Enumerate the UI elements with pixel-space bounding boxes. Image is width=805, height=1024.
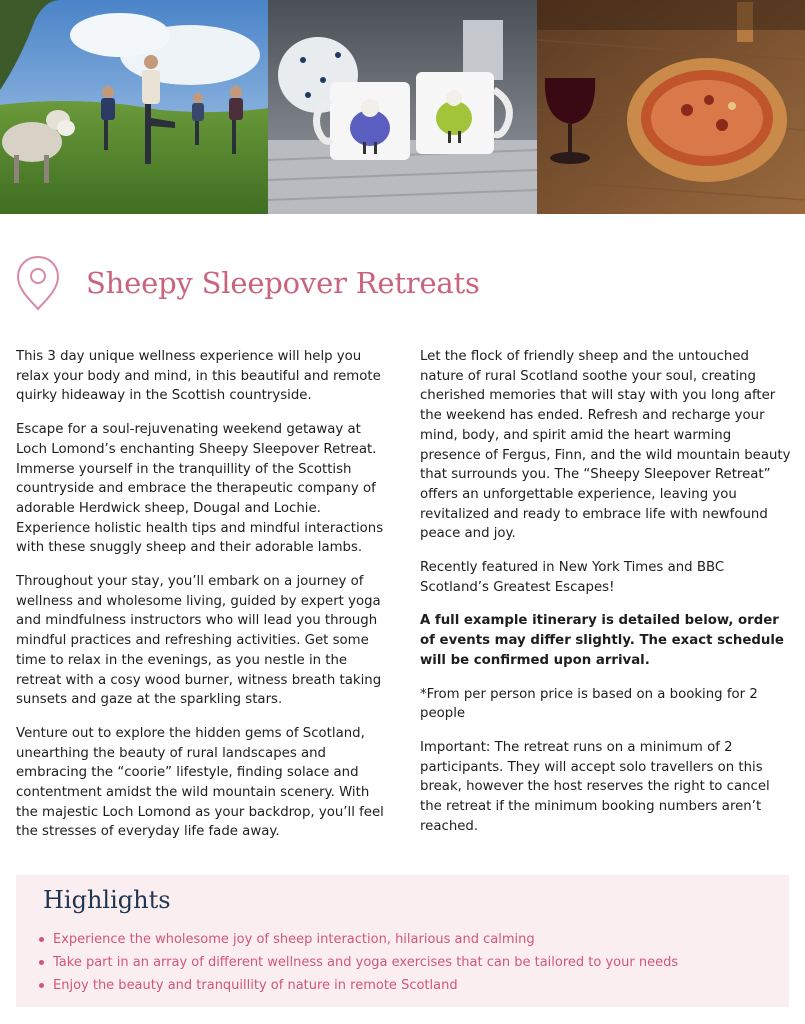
left-column [16,347,388,856]
right-column [420,347,792,850]
flock-paragraph: Let the flock of friendly sheep and the untouched nature of rural Scotland soothe your soul, creating cherished memories that will stay with you long after the weekend has ended. Refresh and recharge your mind, body, and spirit amid the heart warming presence of Fergus, Finn, and the wild mountain beauty that surrounds you. The “Sheepy Sleepover Retreat” offers an unforgettable experience, leaving you revitalized and ready to embrace life with newfound peace and joy. [420,349,791,542]
list-item: Enjoy the beauty and tranquillity of nature in remote Scotland [38,974,678,997]
highlights-box [16,875,789,1007]
escape-paragraph: Escape for a soul-rejuvenating weekend getaway at Loch Lomond’s enchanting Sheepy Sleepover Retreat. Immerse yourself in the tranquillity of the Scottish countryside and embrace the therapeutic company of adorable Herdwick sheep, Dougal and Lochie. Experience holistic health tips and mindful interactions with these snuggly sheep and their adorable lambs. [16,422,384,556]
price-note: *From per person price is based on a booking for 2 people [420,686,758,722]
page-title: Sheepy Sleepover Retreats [86,266,480,300]
explore-paragraph: Venture out to explore the hidden gems of Scotland, unearthing the beauty of rural landscapes and embracing the “coorie” lifestyle, finding solace and contentment amidst the wild mountain scenery. With the majestic Loch Lomond as your backdrop, you’ll feel the stresses of everyday life fade away. [16,725,384,840]
highlights-title: Highlights [43,886,171,914]
wellness-paragraph: Throughout your stay, you’ll embark on a journey of wellness and wholesome living, guided by expert yoga and mindfulness instructors who will lead you through mindful practices and refreshing activities. Get some time to relax in the evenings, as you nestle in the retreat with a cosy wood burner, witness breath taking sunsets and gaze at the sparkling stars. [16,574,382,708]
sheep-mugs-photo [268,0,537,214]
bullet-icon [39,960,44,965]
highlights-list [38,928,678,997]
important-note: Important: The retreat runs on a minimum of 2 participants. They will accept solo travellers on this break, however the host reserves the right to cancel the retreat if the minimum booking numbers aren’t reached. [420,739,770,834]
location-pin-icon [14,254,62,312]
pizza-wine-photo [537,0,805,214]
bullet-icon [39,937,44,942]
itinerary-note: A full example itinerary is detailed below, order of events may differ slightly. The exact schedule will be confirmed upon arrival. [420,613,784,668]
header-photo-strip [0,0,805,214]
intro-paragraph: This 3 day unique wellness experience will help you relax your body and mind, in this beautiful and remote quirky hideaway in the Scottish countryside. [16,349,381,404]
bullet-icon [39,983,44,988]
list-item: Experience the wholesome joy of sheep interaction, hilarious and calming [38,928,678,951]
featured-paragraph: Recently featured in New York Times and BBC Scotland’s Greatest Escapes! [420,560,725,595]
yoga-photo [0,0,268,214]
list-item: Take part in an array of different wellness and yoga exercises that can be tailored to your needs [38,951,678,974]
page-header [14,254,480,312]
